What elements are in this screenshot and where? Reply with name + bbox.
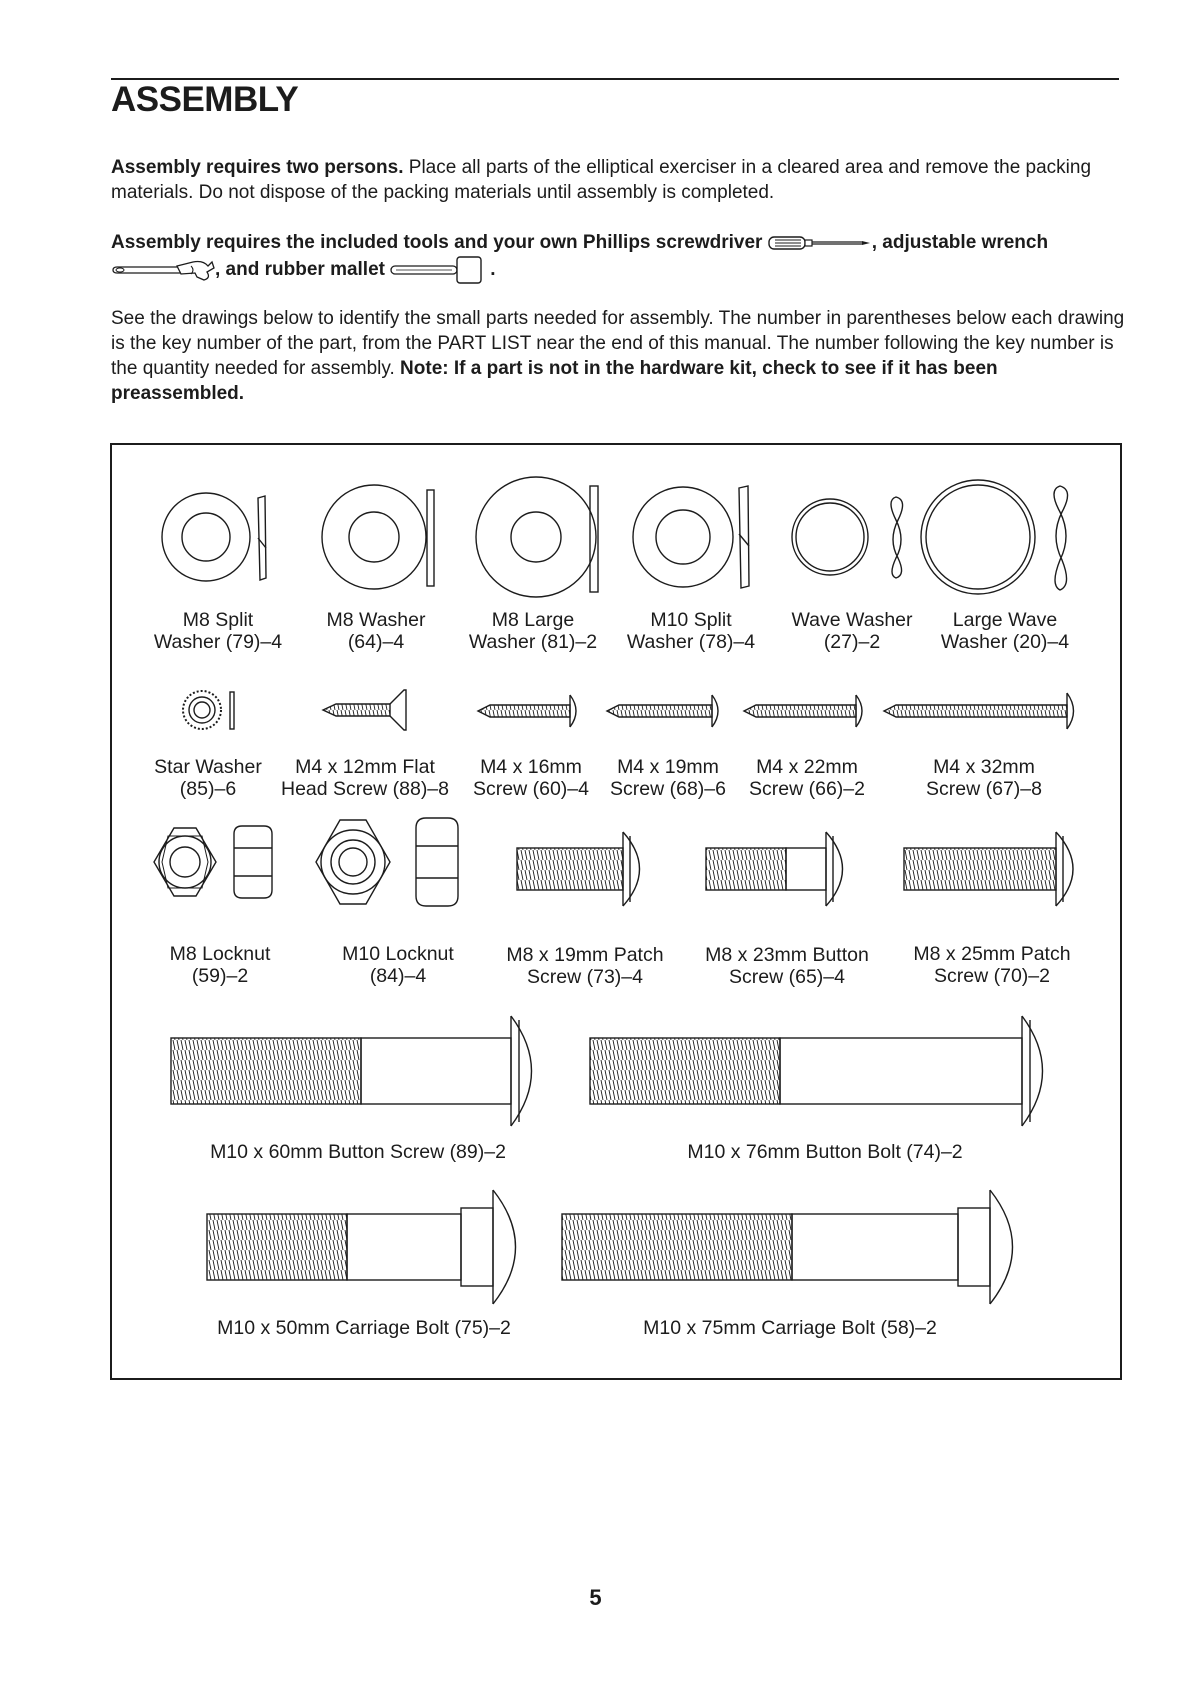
tools-text-d: . <box>490 259 496 281</box>
label-m4-19mm-screw: M4 x 19mm Screw (68)–6 <box>610 756 726 800</box>
m8-split-washer-icon <box>162 493 266 581</box>
page-number: 5 <box>589 1585 602 1610</box>
m8-19mm-patch-screw-icon <box>517 832 640 906</box>
m8-locknut-icon <box>154 826 272 898</box>
large-wave-washer-icon <box>921 480 1068 594</box>
m10-75mm-carriage-bolt-icon <box>562 1190 1013 1304</box>
label-m10-60mm-button-screw: M10 x 60mm Button Screw (89)–2 <box>210 1141 506 1163</box>
label-m8-locknut: M8 Locknut (59)–2 <box>169 943 271 987</box>
label-m8-large-washer: M8 Large Washer (81)–2 <box>468 609 598 653</box>
drawings-text: See the drawings below to identify the small parts needed for assembly. The number in parentheses below each drawing is the key number of the part, from the PART LIST near the end of this manual. The number following the key number is the quantity needed for assembly. <box>111 308 1125 379</box>
label-large-wave-washer: Large Wave Washer (20)–4 <box>940 609 1070 653</box>
m4-32mm-screw-icon <box>884 693 1074 729</box>
m8-25mm-patch-screw-icon <box>904 832 1073 906</box>
label-wave-washer: Wave Washer (27)–2 <box>791 609 913 653</box>
label-m4-22mm-screw: M4 x 22mm Screw (66)–2 <box>749 756 865 800</box>
m10-split-washer-icon <box>633 486 749 588</box>
label-m8-23mm-button-screw: M8 x 23mm Button Screw (65)–4 <box>705 944 869 988</box>
label-m4-32mm-screw: M4 x 32mm Screw (67)–8 <box>926 756 1042 800</box>
label-flat-head-screw: M4 x 12mm Flat Head Screw (88)–8 <box>281 756 449 800</box>
m10-locknut-icon <box>316 818 458 906</box>
label-m8-washer: M8 Washer (64)–4 <box>326 609 426 653</box>
label-star-washer: Star Washer (85)–6 <box>154 756 262 800</box>
label-m8-split-washer: M8 Split Washer (79)–4 <box>153 609 283 653</box>
m8-23mm-button-screw-icon <box>706 832 843 906</box>
m10-76mm-button-bolt-icon <box>590 1016 1043 1126</box>
m4-19mm-screw-icon <box>607 695 718 727</box>
m8-large-washer-icon <box>476 477 598 597</box>
tools-text-a: Assembly requires the included tools and your own Phillips screwdriver <box>111 232 763 253</box>
m4-22mm-screw-icon <box>744 695 862 727</box>
flat-head-screw-icon <box>323 690 406 730</box>
label-m10-split-washer: M10 Split Washer (78)–4 <box>626 609 756 653</box>
label-m10-locknut: M10 Locknut (84)–4 <box>342 943 454 987</box>
tools-text-b: , adjustable wrench <box>871 232 1049 253</box>
label-m8-19mm-patch-screw: M8 x 19mm Patch Screw (73)–4 <box>506 944 664 988</box>
tools-text-c: , and rubber mallet <box>215 259 385 281</box>
m10-60mm-button-screw-icon <box>171 1016 532 1126</box>
m4-16mm-screw-icon <box>478 695 576 727</box>
label-m10-76mm-button-bolt: M10 x 76mm Button Bolt (74)–2 <box>687 1141 963 1163</box>
persons-note: Assembly requires two persons. <box>111 157 404 178</box>
persons-text: Place all parts of the elliptical exerciser in a cleared area and remove the packing materials. Do not dispose of the packing materials until assembly is completed. <box>111 157 1092 203</box>
preassembled-note: Note: If a part is not in the hardware kit, check to see if it has been preassembled. <box>111 358 998 404</box>
label-m8-25mm-patch-screw: M8 x 25mm Patch Screw (70)–2 <box>913 943 1071 987</box>
star-washer-icon <box>183 691 234 729</box>
label-m10-50mm-carriage-bolt: M10 x 50mm Carriage Bolt (75)–2 <box>217 1317 511 1339</box>
m8-washer-icon <box>322 485 434 589</box>
m10-50mm-carriage-bolt-icon <box>207 1190 516 1304</box>
page-title: ASSEMBLY <box>111 80 299 119</box>
wave-washer-icon <box>792 497 903 578</box>
label-m10-75mm-carriage-bolt: M10 x 75mm Carriage Bolt (58)–2 <box>643 1317 937 1339</box>
label-m4-16mm-screw: M4 x 16mm Screw (60)–4 <box>473 756 589 800</box>
